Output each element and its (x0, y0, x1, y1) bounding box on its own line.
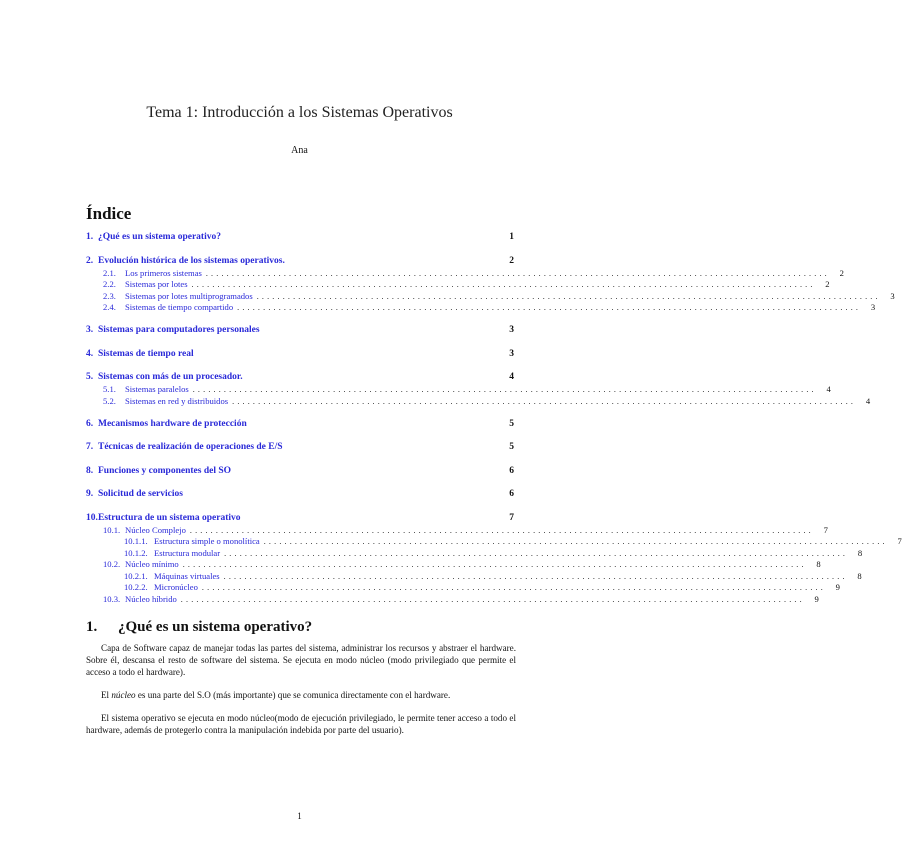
toc-entry-number: 5.2. (103, 395, 116, 406)
toc-entry-label: Núcleo mínimo (125, 559, 179, 569)
toc-entry-page: 5 (509, 418, 514, 429)
toc-entry-number: 10.2.1. (124, 570, 148, 581)
toc-entry-page: 6 (509, 465, 514, 476)
toc-gap (86, 244, 514, 256)
toc-entry-8[interactable] (86, 466, 514, 478)
toc-entry-number: 2.1. (103, 267, 116, 278)
toc-dot-leader: ........................................................................................................................ (182, 560, 807, 569)
toc-entry-2-1[interactable] (86, 267, 844, 280)
toc-entry-number: 10.3. (103, 593, 121, 604)
toc-entry-label: Estructura de un sistema operativo (98, 512, 241, 523)
toc-entry-page: 3 (890, 290, 895, 301)
toc-entry-page: 3 (509, 325, 514, 335)
toc-entry-number: 6. (86, 418, 94, 429)
toc-entry-page: 8 (816, 559, 821, 569)
toc-entry-page: 4 (826, 384, 831, 394)
toc-heading: Índice (86, 204, 132, 223)
toc-entry-page: 9 (835, 582, 840, 592)
toc-entry-label: Sistemas por lotes (125, 279, 188, 289)
toc-dot-leader: ........................................................................................................................ (201, 583, 826, 592)
toc-entry-10-2[interactable] (86, 559, 821, 571)
section-1-paragraph-3: El sistema operativo se ejecuta en modo núcleo(modo de ejecución privilegiado, le permite tener acceso a todo el hardware, además de protegerlo contra la manipulación indebida por parte del usuario). (86, 713, 516, 735)
toc-dot-leader: ........................................................................................................................ (205, 268, 830, 278)
toc-entry-number: 2.4. (103, 302, 116, 312)
toc-entry-label: Técnicas de realización de operaciones de E/S (98, 442, 283, 452)
toc-entry-number: 10.2. (103, 559, 121, 569)
paragraph-2-prefix: El (101, 690, 112, 700)
toc-entry-label: ¿Qué es un sistema operativo? (98, 232, 221, 242)
toc-entry-label: Mecanismos hardware de protección (98, 418, 247, 429)
toc-entry-number: 5. (86, 372, 94, 382)
toc-entry-label: Micronúcleo (154, 582, 198, 592)
toc-entry-page: 7 (823, 524, 828, 535)
section-1-heading (86, 619, 312, 636)
toc-entry-number: 1. (86, 232, 94, 242)
toc-entry-label: Solicitud de servicios (98, 489, 183, 499)
toc-dot-leader: ........................................................................................................................ (256, 291, 881, 301)
toc-entry-number: 10.1. (103, 524, 121, 535)
toc-entry-number: 2.2. (103, 279, 116, 289)
toc-entry-10-1[interactable] (86, 524, 828, 537)
document-title: Tema 1: Introducción a los Sistemas Operativos (146, 104, 453, 121)
toc-entry-10-3[interactable] (86, 593, 819, 606)
toc-dot-leader: ........................................................................................................................ (189, 525, 814, 535)
toc-gap (86, 407, 514, 419)
toc-entry-10-2-1[interactable] (86, 570, 862, 583)
toc-entry-number: 5.1. (103, 384, 116, 394)
toc-entry-page: 2 (839, 267, 844, 278)
toc-entry-label: Los primeros sistemas (125, 267, 202, 278)
toc-entry-page: 7 (897, 536, 902, 546)
toc-gap (86, 478, 514, 490)
toc-entry-page: 3 (509, 348, 514, 359)
toc-dot-leader: ........................................................................................................................ (192, 385, 817, 394)
paragraph-2-emphasis: núcleo (111, 690, 136, 700)
toc-entry-5-2[interactable] (86, 395, 871, 408)
toc-entry-label: Sistemas de tiempo real (98, 348, 194, 359)
toc-gap (86, 501, 514, 513)
toc-dot-leader: ........................................................................................................................ (191, 280, 816, 289)
toc-entry-label: Estructura modular (154, 547, 221, 558)
toc-entry-label: Funciones y componentes del SO (98, 465, 232, 476)
toc-entry-4[interactable] (86, 349, 514, 361)
toc-entry-9[interactable] (86, 489, 514, 501)
paragraph-2-rest: es una parte del S.O (más importante) que se comunica directamente con el hardware. (135, 690, 451, 700)
toc-entry-number: 2.3. (103, 290, 116, 301)
toc-entry-number: 10. (86, 512, 98, 523)
toc-entry-5[interactable] (86, 372, 514, 384)
toc-entry-label: Núcleo híbrido (125, 593, 177, 604)
toc-entry-page: 2 (509, 255, 514, 266)
toc-dot-leader: ........................................................................................................................ (232, 396, 857, 406)
toc-entry-10[interactable] (86, 513, 514, 525)
toc-entry-label: Sistemas por lotes multiprogramados (125, 290, 253, 301)
toc-entry-label: Evolución histórica de los sistemas operativos. (98, 255, 285, 266)
toc-entry-page: 3 (870, 302, 876, 312)
toc-entry-page: 7 (509, 512, 514, 523)
toc-entry-number: 9. (86, 489, 94, 499)
toc-dot-leader: ........................................................................................................................ (180, 594, 805, 604)
toc-entry-page: 5 (509, 442, 514, 452)
toc-entry-number: 10.2.2. (124, 582, 148, 592)
toc-entry-label: Sistemas para computadores personales (98, 325, 260, 335)
toc-entry-number: 10.1.2. (124, 547, 148, 558)
toc-dot-leader: ........................................................................................................................ (237, 303, 862, 312)
toc-entry-number: 10.1.1. (124, 536, 148, 546)
toc-entry-page: 2 (825, 279, 830, 289)
toc-entry-10-1-1[interactable] (86, 536, 902, 548)
toc-entry-2[interactable] (86, 256, 514, 268)
toc-entry-number: 7. (86, 442, 94, 452)
section-1-title: ¿Qué es un sistema operativo? (118, 619, 313, 635)
toc-gap (86, 454, 514, 466)
page-number: 1 (297, 811, 302, 821)
toc-entry-6[interactable] (86, 419, 514, 431)
toc-entry-label: Máquinas virtuales (154, 570, 220, 581)
toc-entry-number: 3. (86, 325, 94, 335)
toc-gap (86, 314, 514, 326)
document-author: Ana (291, 145, 308, 156)
toc-entry-5-1[interactable] (86, 384, 831, 396)
toc-entry-page: 8 (857, 547, 863, 558)
toc-entry-label: Sistemas paralelos (125, 384, 189, 394)
toc-entry-3[interactable] (86, 325, 514, 337)
toc-dot-leader: ........................................................................................................................ (223, 571, 848, 581)
toc-entry-2-4[interactable] (86, 302, 876, 314)
toc-entry-label: Estructura simple o monolítica (154, 536, 260, 546)
section-1-number: 1. (86, 619, 98, 635)
toc-entry-2-2[interactable] (86, 279, 830, 291)
section-1-paragraph-2 (86, 690, 516, 702)
toc-gap (86, 361, 514, 373)
toc-entry-page: 8 (857, 570, 862, 581)
toc-entry-1[interactable] (86, 232, 514, 244)
toc-entry-7[interactable] (86, 442, 514, 454)
toc-entry-label: Sistemas con más de un procesador. (98, 372, 243, 382)
toc-entry-page: 4 (865, 395, 871, 406)
toc-dot-leader: ........................................................................................................................ (263, 537, 888, 546)
toc-entry-page: 9 (814, 593, 819, 604)
toc-entry-number: 4. (86, 348, 94, 359)
section-1-paragraph-1: Capa de Software capaz de manejar todas las partes del sistema, administrar los recursos y abstraer el hardware. Sobre él, descansa el resto de software del sistema. Se ejecuta en modo núcleo (modo privilegiado que permite el acceso a todo el hardware). (86, 643, 516, 677)
toc-entry-number: 8. (86, 465, 94, 476)
table-of-contents (86, 232, 902, 605)
toc-entry-label: Sistemas de tiempo compartido (125, 302, 234, 312)
toc-dot-leader: ........................................................................................................................ (224, 548, 849, 558)
toc-gap (86, 431, 514, 443)
toc-entry-label: Núcleo Complejo (125, 524, 186, 535)
toc-gap (86, 337, 514, 349)
toc-entry-2-3[interactable] (86, 290, 895, 303)
toc-entry-page: 4 (509, 372, 514, 382)
toc-entry-label: Sistemas en red y distribuidos (125, 395, 229, 406)
toc-entry-page: 6 (509, 489, 514, 499)
toc-entry-10-1-2[interactable] (86, 547, 863, 560)
toc-entry-page: 1 (509, 232, 514, 242)
toc-entry-10-2-2[interactable] (86, 582, 840, 594)
toc-entry-number: 2. (86, 255, 94, 266)
